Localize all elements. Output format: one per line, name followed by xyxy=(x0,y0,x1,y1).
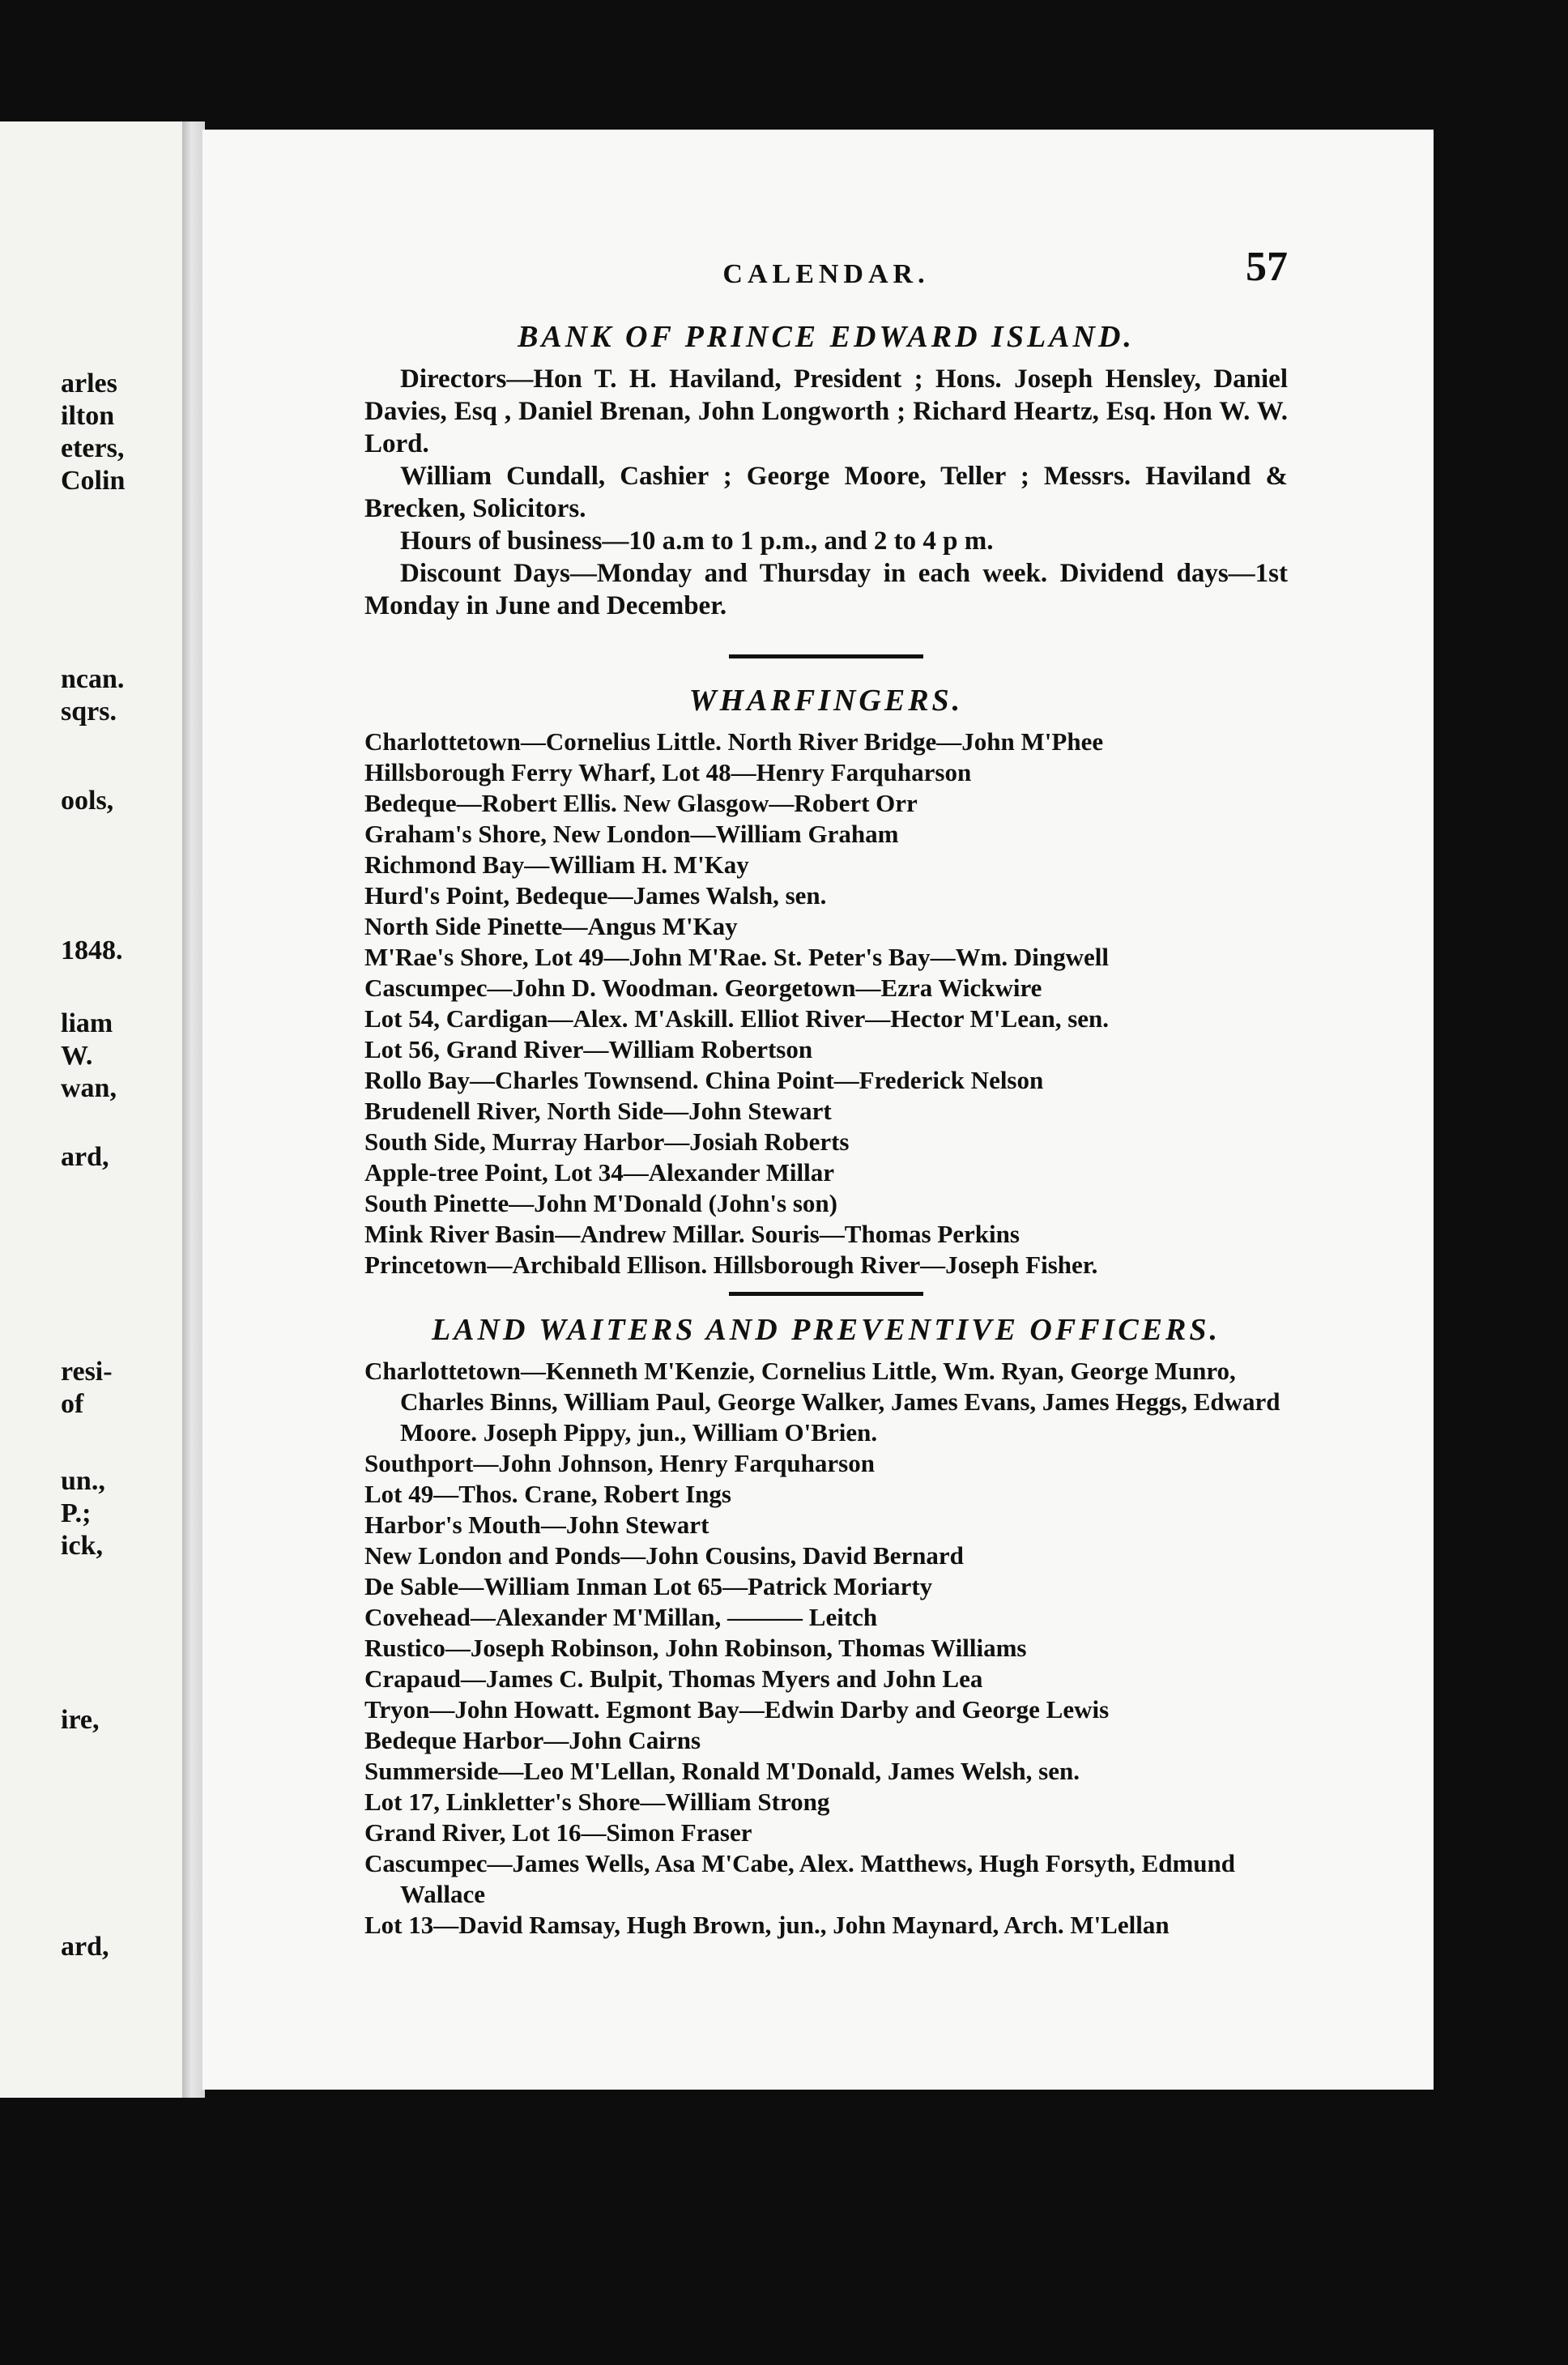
list-item: Hurd's Point, Bedeque—James Walsh, sen. xyxy=(364,881,827,910)
section-divider xyxy=(729,1292,923,1296)
left-page-fragment: ools, xyxy=(61,786,114,816)
list-item: Hillsborough Ferry Wharf, Lot 48—Henry Farquharson xyxy=(364,758,972,786)
list-item: Southport—John Johnson, Henry Farquharson xyxy=(364,1449,875,1477)
bank-section-body xyxy=(364,363,1288,622)
list-item: Harbor's Mouth—John Stewart xyxy=(364,1511,709,1539)
list-item: Lot 54, Cardigan—Alex. M'Askill. Elliot River—Hector M'Lean, sen. xyxy=(364,1004,1110,1033)
list-item: Lot 56, Grand River—William Robertson xyxy=(364,1035,813,1063)
running-title: CALENDAR. xyxy=(722,259,930,289)
left-page-fragment: wan, xyxy=(61,1073,117,1103)
left-page-fragment: ick, xyxy=(61,1531,103,1561)
land-waiters-list xyxy=(364,1356,1288,1941)
left-page-fragment: arles xyxy=(61,369,117,398)
list-item: Tryon—John Howatt. Egmont Bay—Edwin Darby and George Lewis xyxy=(364,1695,1110,1724)
list-item: Rustico—Joseph Robinson, John Robinson, Thomas Williams xyxy=(364,1634,1027,1662)
left-facing-page xyxy=(0,121,190,2098)
list-item: Rollo Bay—Charles Townsend. China Point—Frederick Nelson xyxy=(364,1066,1044,1094)
left-page-fragment: W. xyxy=(61,1041,93,1071)
section-divider xyxy=(729,654,923,658)
list-item: Mink River Basin—Andrew Millar. Souris—Thomas Perkins xyxy=(364,1220,1020,1248)
left-page-fragment: un., xyxy=(61,1466,105,1496)
left-page-fragment: resi- xyxy=(61,1357,113,1387)
list-item: South Side, Murray Harbor—Josiah Roberts xyxy=(364,1127,850,1156)
bank-paragraph: Directors—Hon T. H. Haviland, President ; Hons. Joseph Hensley, Daniel Davies, Esq , Daniel Brenan, John Longworth ; Richard Heartz, Esq. Hon W. W. Lord. xyxy=(364,364,1288,458)
list-item: North Side Pinette—Angus M'Kay xyxy=(364,912,738,940)
list-item: Grand River, Lot 16—Simon Fraser xyxy=(364,1818,752,1847)
list-item: Lot 49—Thos. Crane, Robert Ings xyxy=(364,1480,731,1508)
list-item: Lot 17, Linkletter's Shore—William Strong xyxy=(364,1788,830,1816)
list-item: De Sable—William Inman Lot 65—Patrick Moriarty xyxy=(364,1572,933,1600)
page-header xyxy=(364,243,1288,308)
list-item: Charlottetown—Cornelius Little. North River Bridge—John M'Phee xyxy=(364,727,1104,756)
land-waiters-section-title: LAND WAITERS AND PREVENTIVE OFFICERS. xyxy=(431,1313,1221,1347)
left-page-fragment: eters, xyxy=(61,433,125,463)
left-page-fragment: ire, xyxy=(61,1705,100,1735)
list-item: Richmond Bay—William H. M'Kay xyxy=(364,850,749,879)
bank-paragraph: Discount Days—Monday and Thursday in each week. Dividend days—1st Monday in June and December. xyxy=(364,559,1288,620)
list-item: Bedeque—Robert Ellis. New Glasgow—Robert Orr xyxy=(364,789,918,817)
left-page-fragment: Colin xyxy=(61,466,126,496)
list-item: Cascumpec—John D. Woodman. Georgetown—Ezra Wickwire xyxy=(364,974,1042,1002)
list-item: Cascumpec—James Wells, Asa M'Cabe, Alex. Matthews, Hugh Forsyth, Edmund Wallace xyxy=(364,1849,1235,1908)
list-item: South Pinette—John M'Donald (John's son) xyxy=(364,1189,837,1217)
left-page-fragment: ncan. xyxy=(61,664,125,694)
list-item: New London and Ponds—John Cousins, David Bernard xyxy=(364,1541,964,1570)
left-page-fragment: liam xyxy=(61,1008,113,1038)
page-content xyxy=(364,243,1288,1941)
left-page-fragment: 1848. xyxy=(61,935,123,965)
left-page-fragment: ard, xyxy=(61,1932,109,1962)
left-page-fragment: P.; xyxy=(61,1498,92,1528)
list-item: Graham's Shore, New London—William Graham xyxy=(364,820,899,848)
page-number: 57 xyxy=(1246,244,1288,290)
list-item: Brudenell River, North Side—John Stewart xyxy=(364,1097,832,1125)
wharfingers-section-title: WHARFINGERS. xyxy=(688,684,964,718)
bank-section-title: BANK OF PRINCE EDWARD ISLAND. xyxy=(518,320,1135,354)
book-page xyxy=(202,130,1434,2090)
list-item: M'Rae's Shore, Lot 49—John M'Rae. St. Peter's Bay—Wm. Dingwell xyxy=(364,943,1110,971)
list-item: Apple-tree Point, Lot 34—Alexander Millar xyxy=(364,1158,835,1187)
left-page-fragment: sqrs. xyxy=(61,697,117,727)
list-item: Charlottetown—Kenneth M'Kenzie, Cornelius Little, Wm. Ryan, George Munro, Charles Binns, William Paul, George Walker, James Evans, James Heggs, Edward Moore. Joseph Pippy, jun., William O'Brien. xyxy=(364,1357,1280,1447)
list-item: Bedeque Harbor—John Cairns xyxy=(364,1726,701,1754)
list-item: Crapaud—James C. Bulpit, Thomas Myers and John Lea xyxy=(364,1664,983,1693)
bank-paragraph: William Cundall, Cashier ; George Moore, Teller ; Messrs. Haviland & Brecken, Solicitors. xyxy=(364,462,1288,523)
list-item: Summerside—Leo M'Lellan, Ronald M'Donald, James Welsh, sen. xyxy=(364,1757,1080,1785)
left-page-fragment: ilton xyxy=(61,401,115,431)
list-item: Covehead—Alexander M'Millan, ——— Leitch xyxy=(364,1603,878,1631)
left-page-fragment: ard, xyxy=(61,1142,109,1172)
list-item: Princetown—Archibald Ellison. Hillsborough River—Joseph Fisher. xyxy=(364,1251,1098,1279)
list-item: Lot 13—David Ramsay, Hugh Brown, jun., John Maynard, Arch. M'Lellan xyxy=(364,1911,1170,1939)
left-page-fragment: of xyxy=(61,1389,84,1419)
book-gutter xyxy=(182,121,205,2098)
wharfingers-list xyxy=(364,727,1288,1281)
bank-paragraph: Hours of business—10 a.m to 1 p.m., and 2 to 4 p m. xyxy=(400,526,994,556)
